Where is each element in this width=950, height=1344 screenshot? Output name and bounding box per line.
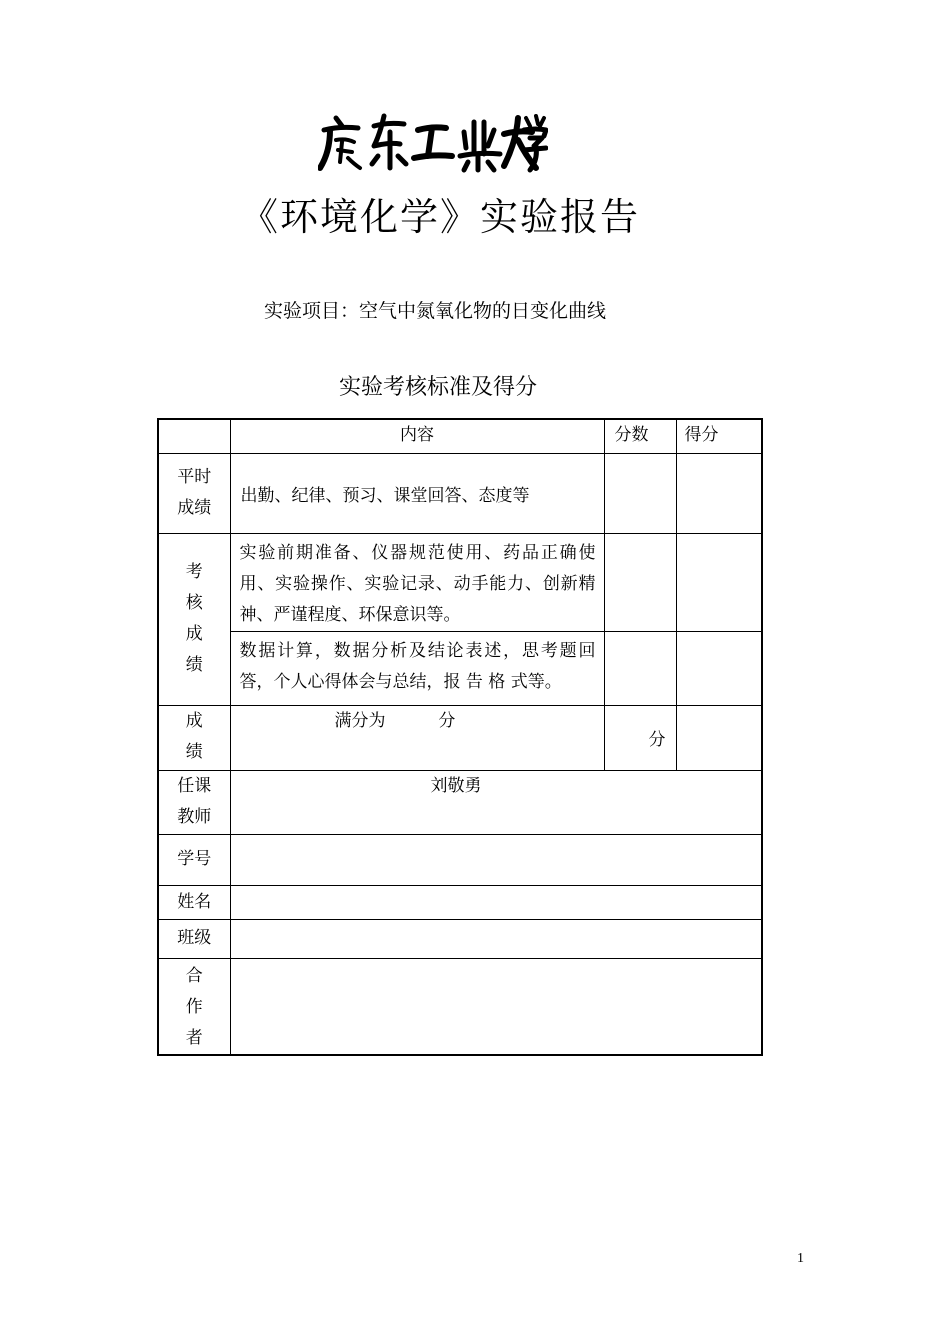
partner-label: [158, 958, 230, 1055]
regular-label: [158, 453, 230, 533]
name-field[interactable]: [230, 885, 762, 919]
teacher-label: [158, 770, 230, 834]
partner-label-char: 合: [185, 965, 203, 986]
total-got-cell[interactable]: [676, 705, 762, 770]
assess-1-got-cell[interactable]: [676, 533, 762, 631]
assess-2-score-cell[interactable]: [604, 631, 676, 705]
total-label: [158, 705, 230, 770]
name-row: [158, 885, 762, 919]
regular-score-cell[interactable]: [604, 453, 676, 533]
assess-row-1: [158, 533, 762, 631]
assess-label: [158, 533, 230, 705]
student-id-field[interactable]: [230, 834, 762, 885]
header-content: 内容: [230, 419, 604, 453]
assess-label-char: 核: [185, 593, 203, 613]
teacher-label-line1: 任课: [177, 775, 212, 796]
total-row: [158, 705, 762, 770]
teacher-label-line2: 教师: [177, 806, 212, 827]
partner-row: [158, 958, 762, 1055]
student-id-label: 学号: [158, 834, 230, 885]
assess-row-2: [158, 631, 762, 705]
full-score-prefix: 满分为: [334, 710, 386, 731]
assess-item-1: 实验前期准备、仪器规范使用、药品正确使用、实验操作、实验记录、动手能力、创新精神、严谨程度、环保意识等。: [230, 533, 604, 631]
header-blank-cell: [158, 419, 230, 453]
name-label: 姓名: [158, 885, 230, 919]
teacher-name: 刘敬勇: [230, 770, 762, 834]
header-got: 得分: [676, 419, 762, 453]
assess-2-got-cell[interactable]: [676, 631, 762, 705]
regular-row: [158, 453, 762, 533]
assess-label-char: 考: [185, 562, 203, 582]
assess-label-char: 绩: [185, 655, 203, 675]
student-id-row: [158, 834, 762, 885]
assessment-title: 实验考核标准及得分: [338, 375, 537, 400]
teacher-row: [158, 770, 762, 834]
total-label-line2: 绩: [185, 741, 203, 762]
regular-label-line2: 成绩: [177, 497, 212, 518]
total-full-score: [230, 705, 604, 770]
regular-label-line1: 平时: [177, 466, 212, 487]
class-label: 班级: [158, 919, 230, 958]
total-unit: 分: [604, 705, 676, 770]
regular-content: 出勤、纪律、预习、课堂回答、态度等: [230, 453, 604, 533]
page-number: 1: [797, 1251, 804, 1266]
report-title: 《环境化学》实验报告: [239, 195, 640, 239]
class-field[interactable]: [230, 919, 762, 958]
class-row: [158, 919, 762, 958]
full-score-suffix: 分: [438, 710, 456, 731]
partner-label-char: 作: [185, 996, 203, 1017]
partner-field[interactable]: [230, 958, 762, 1055]
assess-label-char: 成: [185, 624, 203, 644]
assess-1-score-cell[interactable]: [604, 533, 676, 631]
grading-table: [157, 418, 763, 1056]
university-logo: [318, 112, 548, 174]
partner-label-char: 者: [185, 1027, 203, 1048]
university-calligraphy-logo: [318, 112, 548, 174]
header-score: 分数: [604, 419, 676, 453]
regular-got-cell[interactable]: [676, 453, 762, 533]
table-header-row: [158, 419, 762, 453]
assess-item-2: 数据计算，数据分析及结论表述，思考题回答，个人心得体会与总结，报 告 格 式等。: [230, 631, 604, 705]
total-label-line1: 成: [185, 710, 203, 731]
experiment-project: 实验项目：空气中氮氧化物的日变化曲线: [263, 300, 606, 322]
